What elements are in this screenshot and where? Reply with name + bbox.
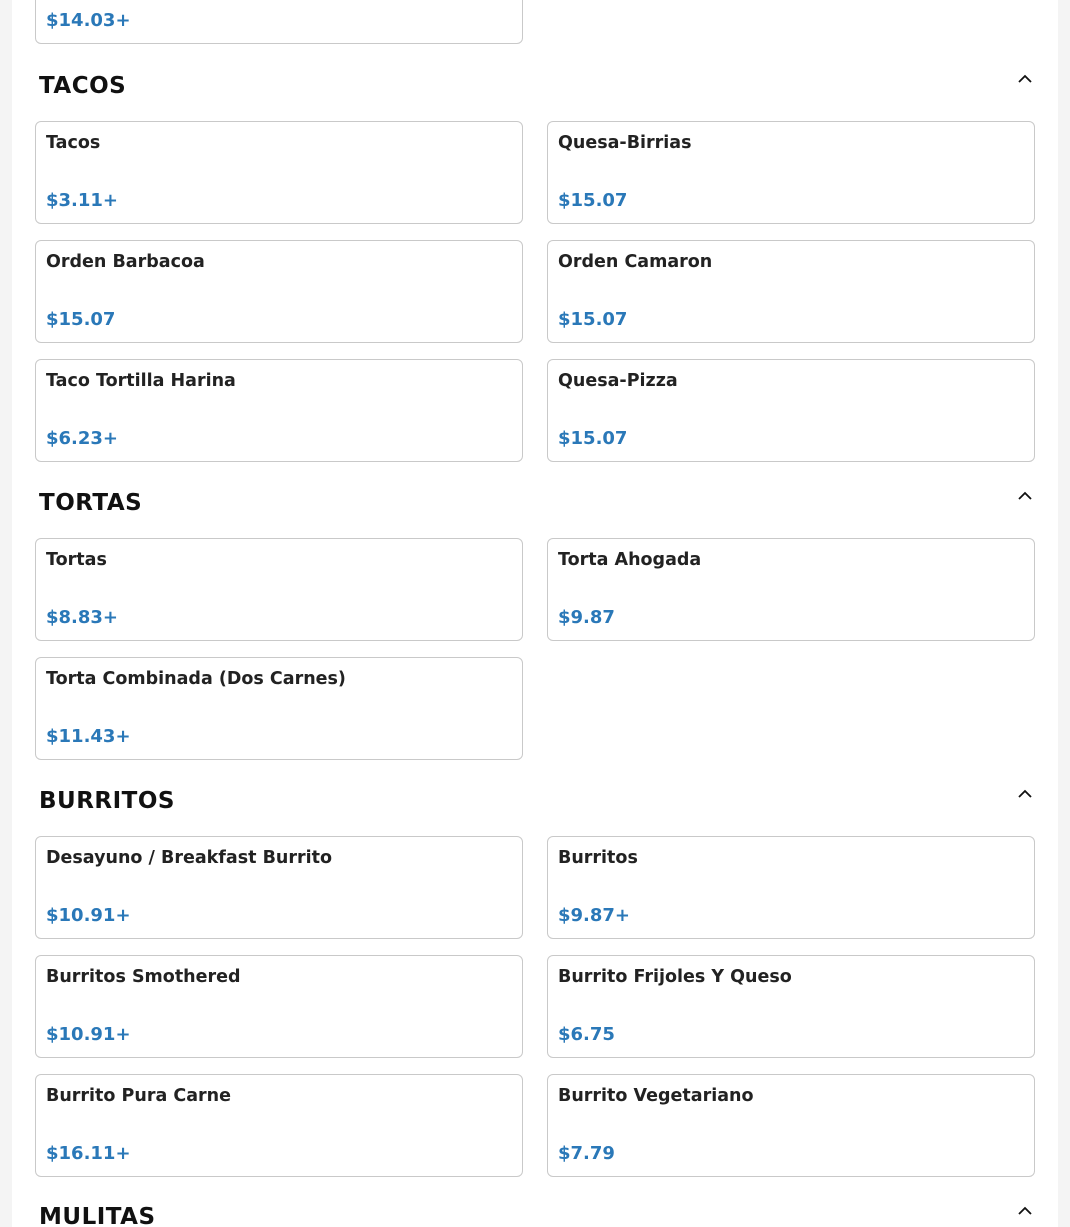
menu-item-card[interactable] xyxy=(35,240,523,343)
menu-item-price: $10.91+ xyxy=(46,905,131,926)
menu-item-price: $15.07 xyxy=(558,309,628,330)
menu-item-name: Burritos Smothered xyxy=(46,967,241,987)
menu-item-price: $15.07 xyxy=(558,428,628,449)
menu-item-card[interactable] xyxy=(35,538,523,641)
menu-item-name: Torta Combinada (Dos Carnes) xyxy=(46,669,346,689)
menu-item-name: Quesa-Pizza xyxy=(558,371,678,391)
menu-item-card[interactable] xyxy=(35,657,523,760)
menu-item-price: $16.11+ xyxy=(46,1143,131,1164)
menu-item-card[interactable] xyxy=(547,1074,1035,1177)
menu-item-card[interactable] xyxy=(547,240,1035,343)
menu-item-price: $7.79 xyxy=(558,1143,615,1164)
menu-item-card[interactable] xyxy=(35,836,523,939)
menu-item-name: Quesa-Birrias xyxy=(558,133,692,153)
menu-item-price: $6.75 xyxy=(558,1024,615,1045)
menu-item-price: $8.83+ xyxy=(46,607,119,628)
menu-item-card[interactable] xyxy=(547,121,1035,224)
chevron-up-icon[interactable] xyxy=(1016,72,1034,86)
chevron-up-icon[interactable] xyxy=(1016,1204,1034,1218)
menu-item-name: Burrito Frijoles Y Queso xyxy=(558,967,792,987)
menu-item-card[interactable] xyxy=(547,359,1035,462)
chevron-up-icon[interactable] xyxy=(1016,787,1034,801)
menu-item-price: $15.07 xyxy=(46,309,116,330)
menu-item-name: Torta Ahogada xyxy=(558,550,702,570)
menu-item-card[interactable] xyxy=(547,538,1035,641)
menu-item-card[interactable] xyxy=(547,955,1035,1058)
menu-item-name: Orden Barbacoa xyxy=(46,252,205,272)
menu-item-price: $9.87+ xyxy=(558,905,631,926)
menu-item-name: Tacos xyxy=(46,133,101,153)
menu-item-card[interactable] xyxy=(35,1074,523,1177)
menu-item-name: Burritos xyxy=(558,848,638,868)
chevron-up-icon[interactable] xyxy=(1016,489,1034,503)
menu-item-name: Desayuno / Breakfast Burrito xyxy=(46,848,333,868)
menu-item-price: $3.11+ xyxy=(46,190,119,211)
menu-item-card[interactable] xyxy=(35,121,523,224)
menu-item-card[interactable] xyxy=(35,359,523,462)
menu-item-card[interactable] xyxy=(35,955,523,1058)
section-title-tacos: TACOS xyxy=(39,73,127,99)
menu-item-name: Taco Tortilla Harina xyxy=(46,371,236,391)
menu-item-price: $14.03+ xyxy=(46,10,131,31)
menu-item-card[interactable] xyxy=(547,836,1035,939)
menu-item-price: $15.07 xyxy=(558,190,628,211)
menu-item-card[interactable] xyxy=(35,0,523,44)
menu-item-name: Burrito Pura Carne xyxy=(46,1086,231,1106)
menu-item-name: Burrito Vegetariano xyxy=(558,1086,754,1106)
section-title-tortas: TORTAS xyxy=(39,490,143,516)
menu-item-price: $6.23+ xyxy=(46,428,119,449)
menu-item-name: Tortas xyxy=(46,550,107,570)
menu-item-price: $9.87 xyxy=(558,607,615,628)
menu-item-price: $10.91+ xyxy=(46,1024,131,1045)
menu-panel xyxy=(12,0,1058,1227)
section-title-burritos: BURRITOS xyxy=(39,788,175,814)
menu-item-name: Orden Camaron xyxy=(558,252,713,272)
menu-item-price: $11.43+ xyxy=(46,726,131,747)
section-title-mulitas: MULITAS xyxy=(39,1204,156,1227)
